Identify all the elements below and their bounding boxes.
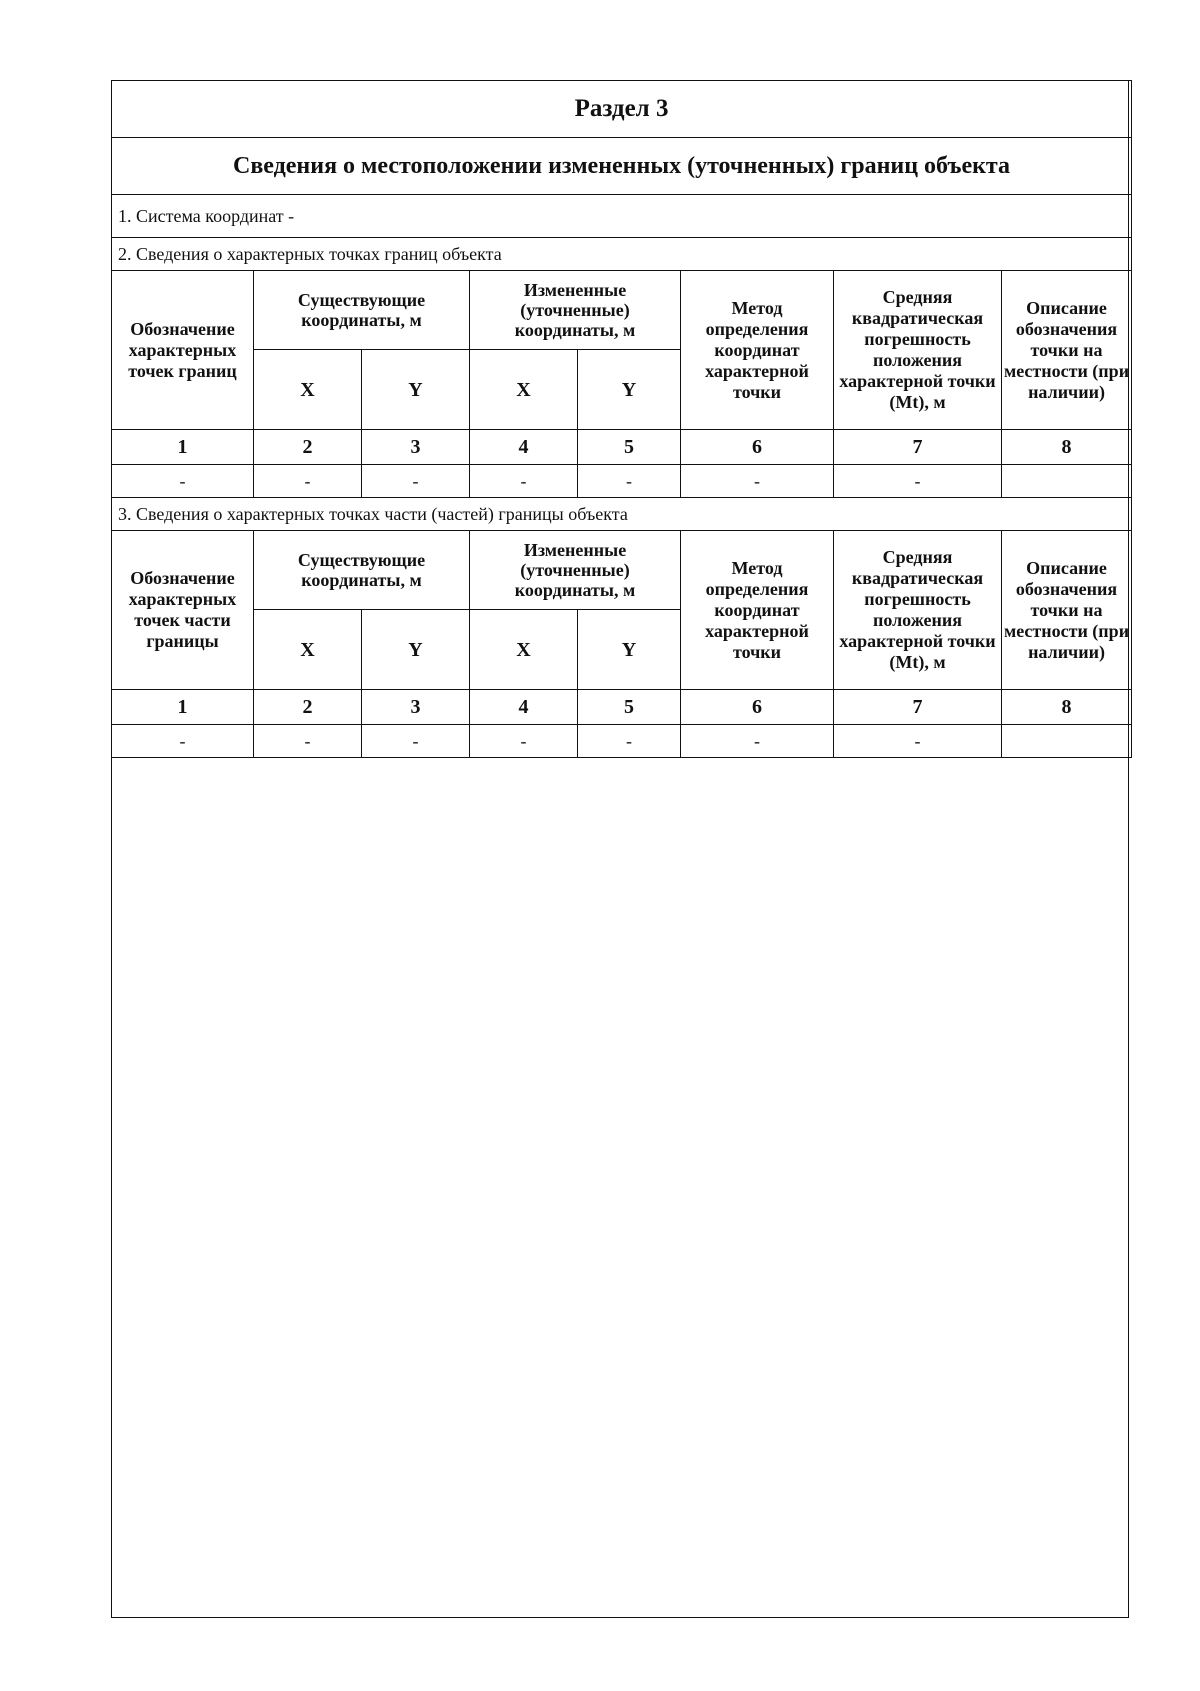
part3-cell — [1002, 725, 1132, 758]
part2-cell: - — [681, 465, 834, 498]
part2-col-description: Описание обозначения точки на местности (при наличии) — [1002, 271, 1132, 430]
part3-cell: - — [681, 725, 834, 758]
part2-col-number: 5 — [578, 430, 681, 465]
section-title: Раздел 3 — [112, 81, 1132, 138]
part2-cell: - — [834, 465, 1002, 498]
table-row — [112, 725, 1132, 758]
part3-cell: - — [254, 725, 362, 758]
part3-col-number: 1 — [112, 690, 254, 725]
part3-heading: 3. Сведения о характерных точках части (частей) границы объекта — [112, 498, 1132, 531]
part2-col-existing: Существующие координаты, м — [254, 271, 470, 350]
part2-col-error: Средняя квадратическая погрешность положения характерной точки (Mt), м — [834, 271, 1002, 430]
part3-cell: - — [470, 725, 578, 758]
part2-col-number: 7 — [834, 430, 1002, 465]
part3-col-method: Метод определения координат характерной точки — [681, 531, 834, 690]
part3-col-number: 6 — [681, 690, 834, 725]
part2-col-number: 2 — [254, 430, 362, 465]
part3-existing-y: Y — [362, 610, 470, 690]
part2-cell: - — [112, 465, 254, 498]
part3-col-description: Описание обозначения точки на местности (при наличии) — [1002, 531, 1132, 690]
part3-col-existing: Существующие координаты, м — [254, 531, 470, 610]
part3-changed-y: Y — [578, 610, 681, 690]
part2-col-method: Метод определения координат характерной точки — [681, 271, 834, 430]
part2-cell: - — [254, 465, 362, 498]
part3-cell: - — [578, 725, 681, 758]
part2-col-number: 3 — [362, 430, 470, 465]
part2-col-changed: Измененные (уточненные) координаты, м — [470, 271, 681, 350]
part2-changed-y: Y — [578, 350, 681, 430]
part3-col-number: 7 — [834, 690, 1002, 725]
part3-cell: - — [362, 725, 470, 758]
part3-col-number: 4 — [470, 690, 578, 725]
part3-cell: - — [834, 725, 1002, 758]
part2-changed-x: X — [470, 350, 578, 430]
part2-cell — [1002, 465, 1132, 498]
part2-heading: 2. Сведения о характерных точках границ объекта — [112, 238, 1132, 271]
part2-existing-x: X — [254, 350, 362, 430]
part3-col-error: Средняя квадратическая погрешность положения характерной точки (Mt), м — [834, 531, 1002, 690]
part3-col-number: 8 — [1002, 690, 1132, 725]
coordinate-system: 1. Система координат - — [112, 195, 1132, 238]
part2-existing-y: Y — [362, 350, 470, 430]
part3-col-number: 3 — [362, 690, 470, 725]
part2-col-number: 6 — [681, 430, 834, 465]
document-title: Сведения о местоположении измененных (уточненных) границ объекта — [112, 138, 1132, 195]
part2-col-number: 1 — [112, 430, 254, 465]
part2-cell: - — [362, 465, 470, 498]
part3-changed-x: X — [470, 610, 578, 690]
section-table — [111, 80, 1132, 758]
part2-cell: - — [578, 465, 681, 498]
part2-col-designation: Обозначение характерных точек границ — [112, 271, 254, 430]
document-frame — [111, 80, 1129, 1618]
part2-col-number: 8 — [1002, 430, 1132, 465]
part3-col-changed: Измененные (уточненные) координаты, м — [470, 531, 681, 610]
part3-col-number: 5 — [578, 690, 681, 725]
part2-col-number: 4 — [470, 430, 578, 465]
table-row — [112, 465, 1132, 498]
part3-cell: - — [112, 725, 254, 758]
part3-col-designation: Обозначение характерных точек части границы — [112, 531, 254, 690]
part3-col-number: 2 — [254, 690, 362, 725]
part3-existing-x: X — [254, 610, 362, 690]
part2-cell: - — [470, 465, 578, 498]
